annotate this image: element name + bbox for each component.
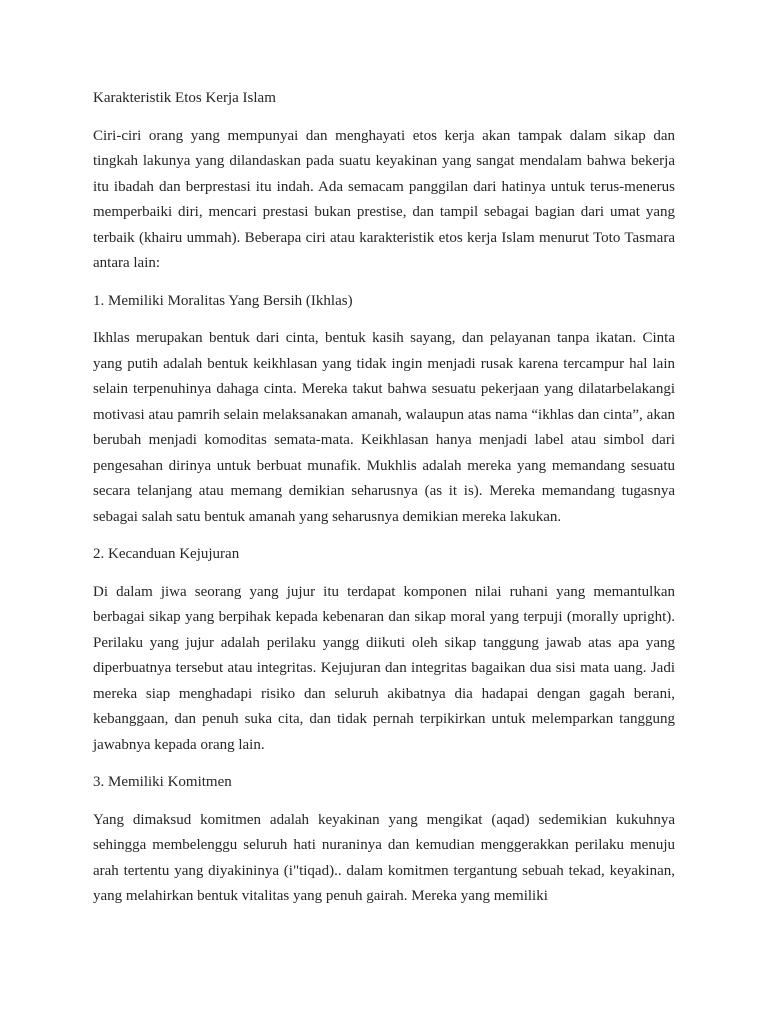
document-body [93, 86, 675, 922]
section-body-komitmen: Yang dimaksud komitmen adalah keyakinan yang mengikat (aqad) sedemikian kukuhnya sehingga membelenggu seluruh hati nuraninya dan kemudian menggerakkan perilaku menuju arah tertentu yang diyakininya (i"tiqad).. dalam komitmen tergantung sebuah tekad, keyakinan, yang melahirkan bentuk vitalitas yang penuh gairah. Mereka yang memiliki [93, 811, 675, 904]
intro-paragraph: Ciri-ciri orang yang mempunyai dan menghayati etos kerja akan tampak dalam sikap dan tingkah lakunya yang dilandaskan pada suatu keyakinan yang sangat mendalam bahwa bekerja itu ibadah dan berprestasi itu indah. Ada semacam panggilan dari hatinya untuk terus-menerus memperbaiki diri, mencari prestasi bukan prestise, dan tampil sebagai bagian dari umat yang terbaik (khairu ummah). Beberapa ciri atau karakteristik etos kerja Islam menurut Toto Tasmara antara lain: [93, 127, 675, 271]
section-heading-kejujuran: 2. Kecanduan Kejujuran [93, 546, 240, 562]
section-body-kejujuran: Di dalam jiwa seorang yang jujur itu terdapat komponen nilai ruhani yang memantulkan berbagai sikap yang berpihak kepada kebenaran dan sikap moral yang terpuji (morally upright). Perilaku yang jujur adalah perilaku yangg diikuti oleh sikap tanggung jawab atas apa yang diperbuatnya tersebut atau integritas. Kejujuran dan integritas bagaikan dua sisi mata uang. Jadi mereka siap menghadapi risiko dan seluruh akibatnya dia hadapai dengan gagah berani, kebanggaan, dan penuh suka cita, dan tidak pernah terpikirkan untuk melemparkan tanggung jawabnya kepada orang lain. [93, 583, 675, 753]
section-body-ikhlas: Ikhlas merupakan bentuk dari cinta, bentuk kasih sayang, dan pelayanan tanpa ikatan. Cinta yang putih adalah bentuk keikhlasan yang tidak ingin menjadi rusak karena tercampur hal lain selain terpenuhinya dahaga cinta. Mereka takut bahwa sesuatu pekerjaan yang dilatarbelakangi motivasi atau pamrih selain melaksanakan amanah, walaupun atas nama “ikhlas dan cinta”, akan berubah menjadi komoditas semata-mata. Keikhlasan hanya menjadi label atau simbol dari pengesahan dirinya untuk berbuat munafik. Mukhlis adalah mereka yang memandang sesuatu secara telanjang atau memang demikian seharusnya (as it is). Mereka memandang tugasnya sebagai salah satu bentuk amanah yang seharusnya demikian mereka lakukan. [93, 330, 675, 525]
document-title: Karakteristik Etos Kerja Islam [93, 90, 276, 106]
section-heading-komitmen: 3. Memiliki Komitmen [93, 774, 232, 790]
section-heading-ikhlas: 1. Memiliki Moralitas Yang Bersih (Ikhlas) [93, 292, 353, 309]
